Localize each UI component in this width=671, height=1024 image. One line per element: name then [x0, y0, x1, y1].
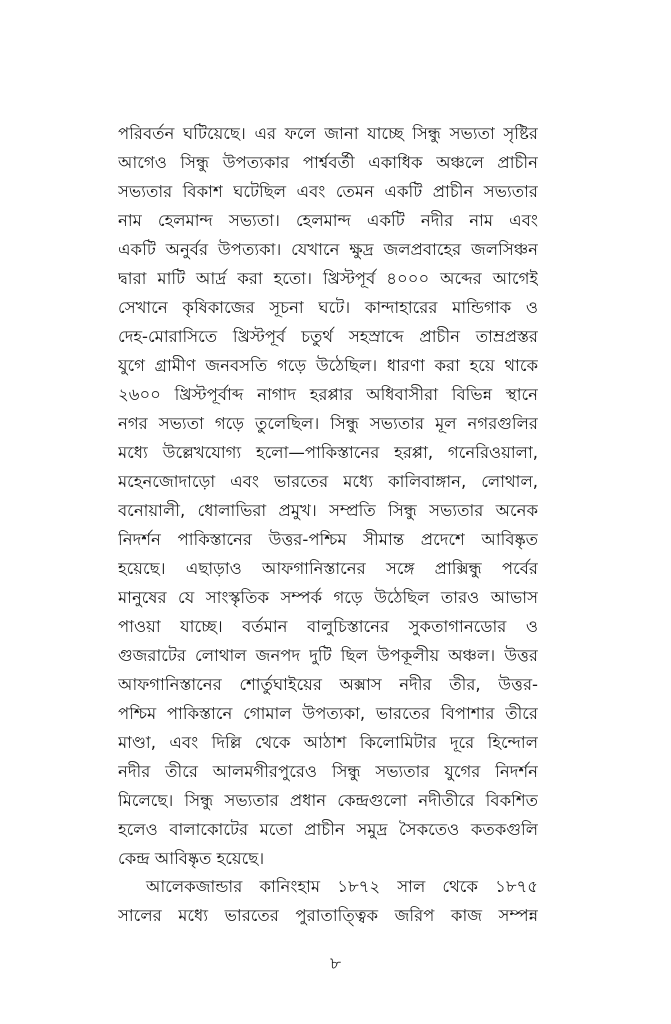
- page-number: ৮: [329, 954, 342, 974]
- paragraph-line: বনোয়ালী, ধোলাভিরা প্রমুখ। সম্প্রতি সিন্ধু সভ্যতার অনেক: [118, 501, 538, 520]
- paragraph-2: [118, 872, 538, 930]
- paragraph-line: মহেনজোদাড়ো এবং ভারতের মধ্যে কালিবাঙ্গান, লোথাল,: [118, 472, 538, 491]
- paragraph-line: দ্বারা মাটি আর্দ্র করা হতো। খ্রিস্টপূর্ব ৪০০০ অব্দের আগেই: [118, 269, 538, 288]
- paragraph-line: আফগানিস্তানের শোর্তুঘাইয়ের অক্সাস নদীর তীর, উত্তর-: [118, 675, 538, 694]
- paragraph-line: আলেকজান্ডার কানিংহাম ১৮৭২ সাল থেকে ১৮৭৫: [146, 877, 538, 896]
- paragraph-line: নাম হেলমান্দ সভ্যতা। হেলমান্দ একটি নদীর নাম এবং: [118, 211, 538, 230]
- paragraph-line: নগর সভ্যতা গড়ে তুলেছিল। সিন্ধু সভ্যতার মূল নগরগুলির: [118, 414, 538, 433]
- paragraph-line: গুজরাটের লোথাল জনপদ দুটি ছিল উপকূলীয় অঞ্চল। উত্তর: [118, 646, 538, 665]
- paragraph-line: একটি অনুর্বর উপত্যকা। যেখানে ক্ষুদ্র জলপ্রবাহের জলসিঞ্চন: [118, 240, 538, 259]
- paragraph-line: হলেও বালাকোটের মতো প্রাচীন সমুদ্র সৈকতেও কতকগুলি: [118, 820, 538, 839]
- paragraph-line: মধ্যে উল্লেখযোগ্য হলো—পাকিস্তানের হরপ্পা, গনেরিওয়ালা,: [118, 443, 538, 462]
- paragraph-line: যুগে গ্রামীণ জনবসতি গড়ে উঠেছিল। ধারণা করা হয়ে থাকে: [118, 356, 538, 375]
- paragraph-line: দেহ-মোরাসিতে খ্রিস্টপূর্ব চতুর্থ সহস্রাব্দে প্রাচীন তাম্রপ্রস্তর: [118, 327, 538, 346]
- paragraph-line: সেখানে কৃষিকাজের সূচনা ঘটে। কান্দাহারের মান্ডিগাক ও: [118, 298, 538, 317]
- paragraph-1: [118, 119, 538, 873]
- paragraph-line: ২৬০০ খ্রিস্টপূর্বাব্দ নাগাদ হরপ্পার অধিবাসীরা বিভিন্ন স্থানে: [118, 385, 538, 404]
- paragraph-line: কেন্দ্র আবিষ্কৃত হয়েছে।: [118, 849, 265, 868]
- paragraph-line: মানুষের যে সাংস্কৃতিক সম্পর্ক গড়ে উঠেছিল তারও আভাস: [118, 588, 538, 607]
- paragraph-line: আগেও সিন্ধু উপত্যকার পার্শ্ববর্তী একাধিক অঞ্চলে প্রাচীন: [118, 153, 538, 172]
- paragraph-line: পরিবর্তন ঘটিয়েছে। এর ফলে জানা যাচ্ছে সিন্ধু সভ্যতা সৃষ্টির: [118, 124, 538, 143]
- paragraph-line: পাওয়া যাচ্ছে। বর্তমান বালুচিস্তানের সুকতাগানডোর ও: [118, 617, 538, 636]
- paragraph-line: পশ্চিম পাকিস্তানে গোমাল উপত্যকা, ভারতের বিপাশার তীরে: [118, 704, 538, 723]
- paragraph-line: সভ্যতার বিকাশ ঘটেছিল এবং তেমন একটি প্রাচীন সভ্যতার: [118, 182, 538, 201]
- paragraph-line: নদীর তীরে আলমগীরপুরেও সিন্ধু সভ্যতার যুগের নিদর্শন: [118, 762, 538, 781]
- paragraph-line: মিলেছে। সিন্ধু সভ্যতার প্রধান কেন্দ্রগুলো নদীতীরে বিকশিত: [118, 791, 538, 810]
- paragraph-line: নিদর্শন পাকিস্তানের উত্তর-পশ্চিম সীমান্ত প্রদেশে আবিষ্কৃত: [118, 530, 538, 549]
- paragraph-line: মাণ্ডা, এবং দিল্লি থেকে আঠাশ কিলোমিটার দূরে হিন্দোল: [118, 733, 538, 752]
- paragraph-line: হয়েছে। এছাড়াও আফগানিস্তানের সঙ্গে প্রাক্সিন্ধু পর্বের: [118, 559, 538, 578]
- paragraph-line: সালের মধ্যে ভারতের পুরাতাত্ত্বিক জরিপ কাজ সম্পন্ন: [118, 906, 538, 925]
